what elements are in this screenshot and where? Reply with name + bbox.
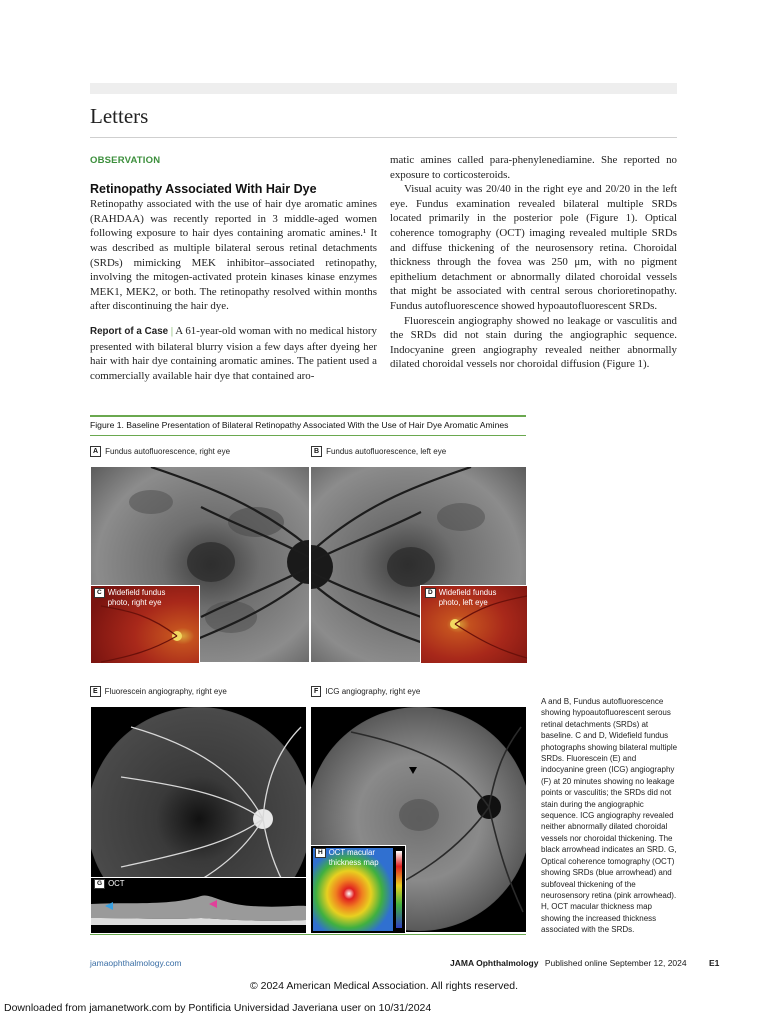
panel-f-label bbox=[311, 686, 420, 697]
case-separator: | bbox=[168, 324, 176, 337]
col2-paragraph-3: Fluorescein angiography showed no leakage or vasculitis and the SRDs did not stain during the angiographic sequence. Indocyanine green angiography revealed neither abnormally dilated choroidal vessels nor choroidal diffusion (Figure 1). bbox=[390, 314, 677, 371]
panel-h-label bbox=[315, 848, 379, 868]
copyright-notice: © 2024 American Medical Association. All rights reserved. bbox=[249, 980, 519, 992]
download-notice: Downloaded from jamanetwork.com by Pontificia Universidad Javeriana user on 10/31/2024 bbox=[4, 1002, 432, 1014]
case-paragraph bbox=[90, 324, 377, 383]
panel-g-text: OCT bbox=[108, 879, 125, 888]
title-divider bbox=[90, 137, 677, 138]
panel-h-letter: H bbox=[315, 848, 326, 858]
footer-journal-info bbox=[450, 958, 719, 968]
page-number: E1 bbox=[709, 958, 720, 968]
section-title: Letters bbox=[90, 104, 149, 128]
panel-f-text: ICG angiography, right eye bbox=[325, 687, 421, 696]
intro-paragraph: Retinopathy associated with the use of hair dye aromatic amines (RAHDAA) was recently reported in 3 middle-aged women following exposure to hair dyes containing aromatic amines.¹ It was described as multiple bilateral serous retinal detachments (SRDs) mimicking MEK inhibitor–associated retinopathy, involving the mitogen-activated protein kinases kinase enzymes MEK1, MEK2, or both. The retinopathy resolved within months after discontinuing the hair dye. bbox=[90, 198, 377, 313]
published-date: Published online September 12, 2024 bbox=[544, 958, 687, 968]
panel-a-text: Fundus autofluorescence, right eye bbox=[105, 447, 231, 456]
journal-url-link[interactable]: jamaophthalmology.com bbox=[90, 958, 182, 968]
col2-paragraph-1: matic amines called para-phenylenediamine. She reported no exposure to corticosteroids. bbox=[390, 154, 677, 181]
panel-d-text-2: photo, left eye bbox=[438, 598, 488, 607]
right-column bbox=[390, 153, 677, 372]
header-bar bbox=[90, 83, 677, 94]
case-text: A 61-year-old woman with no medical history presented with bilateral blurry vision a few days after dyeing her hair with hair dye containing aromatic amines. The patient used a commercially available hair dye that contained aro- bbox=[90, 324, 377, 382]
panel-h-text-1: OCT macular bbox=[328, 848, 375, 857]
figure-caption: Figure 1. Baseline Presentation of Bilateral Retinopathy Associated With the Use of Hair Dye Aromatic Amines bbox=[90, 420, 509, 430]
left-column bbox=[90, 154, 377, 383]
journal-name: JAMA Ophthalmology bbox=[450, 958, 539, 968]
article-title: Retinopathy Associated With Hair Dye bbox=[90, 181, 317, 196]
figure-rule-sub bbox=[90, 435, 526, 436]
article-kicker: OBSERVATION bbox=[90, 155, 161, 166]
panel-e-letter: E bbox=[90, 686, 101, 697]
panel-e-text: Fluorescein angiography, right eye bbox=[104, 687, 227, 696]
panel-b-text: Fundus autofluorescence, left eye bbox=[326, 447, 447, 456]
panel-d-text-1: Widefield fundus bbox=[438, 588, 497, 597]
col2-paragraph-2: Visual acuity was 20/40 in the right eye and 20/20 in the left eye. Fundus examination revealed bilateral multiple SRDs located primarily in the posterior pole (Figure 1). Optical coherence tomography (OCT) imaging revealed multiple SRDs and diffuse thickening of the neurosensory retina. Choroidal thickness through the fovea was 250 μm, with no pigment epithelium detachment or abnormally dilated choroidal vessels that might be associated with central serous chorioretinopathy. Fundus autofluorescence showed hypoautofluorescent SRDs. bbox=[390, 183, 677, 312]
panel-c-text-2: photo, right eye bbox=[107, 598, 162, 607]
panel-d-letter: D bbox=[425, 588, 436, 598]
panel-c-text-1: Widefield fundus bbox=[107, 588, 166, 597]
panel-a-letter: A bbox=[90, 446, 101, 457]
figure-rule-bottom bbox=[90, 934, 526, 935]
panel-a-label bbox=[90, 446, 230, 457]
panel-f-letter: F bbox=[311, 686, 321, 697]
panel-c-letter: C bbox=[94, 588, 105, 598]
panel-g-label bbox=[94, 879, 125, 889]
panel-c-label bbox=[94, 588, 165, 608]
panel-e-label bbox=[90, 686, 227, 697]
panel-d-label bbox=[425, 588, 496, 608]
case-runin: Report of a Case bbox=[90, 325, 169, 337]
panel-g-letter: G bbox=[94, 879, 105, 889]
panel-b-label bbox=[311, 446, 446, 457]
panel-b-letter: B bbox=[311, 446, 322, 457]
panel-h-text-2: thickness map bbox=[328, 858, 379, 867]
figure-side-caption: A and B, Fundus autofluorescence showing hypoautofluorescent serous retinal detachments (SRDs) at baseline. C and D, Widefield fundus photographs showing bilateral multiple SRDs. Fluorescein (E) and indocyanine green (ICG) angiography (F) at 20 minutes showing no leakage points or vasculitis; the SRDs did not stain during the angiographic sequence. ICG angiography revealed neither abnormally dilated choroidal vessels nor choroidal thickening. The black arrowhead indicates an SRD. G, Optical coherence tomography (OCT) showing SRDs (blue arrowhead) and subfoveal thickening of the neurosensory retina (pink arrowhead). H, OCT macular thickness map showing the increased thickness associated with the SRDs. bbox=[541, 697, 678, 935]
figure-rule-top bbox=[90, 415, 526, 417]
